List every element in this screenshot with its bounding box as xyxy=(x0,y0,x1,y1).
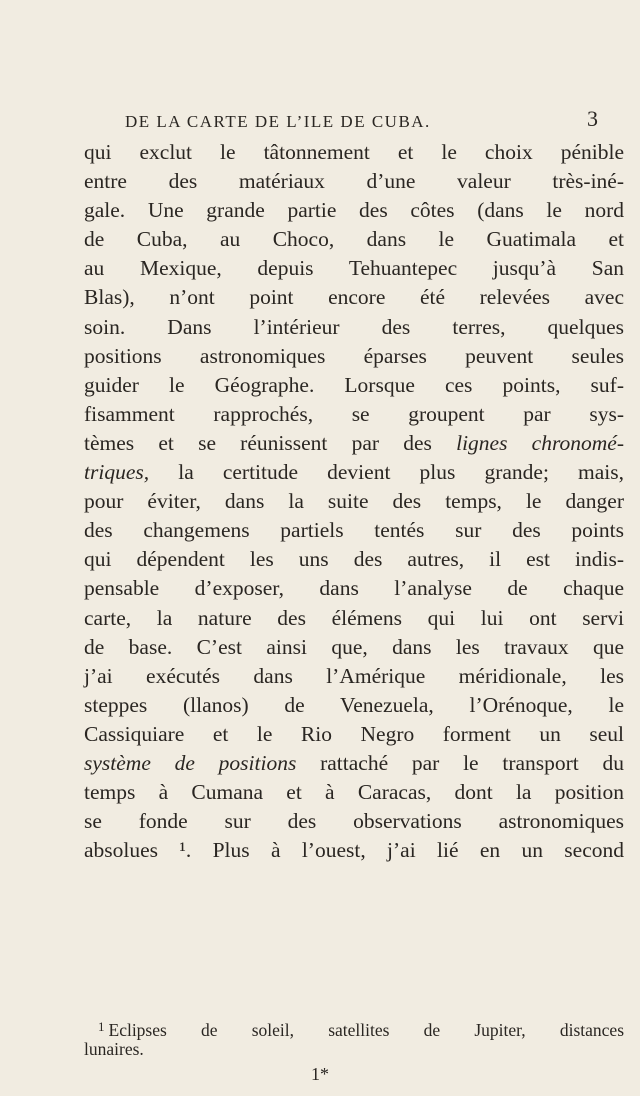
footnote-line xyxy=(84,1016,624,1038)
text-segment: tèmes et se réunissent par des xyxy=(84,430,432,455)
text-line: entre des matériaux d’une valeur très-iné- xyxy=(84,169,624,194)
text-line xyxy=(84,836,624,865)
running-title: DE LA CARTE DE L’ILE DE CUBA. xyxy=(125,112,431,131)
text-line: Blas), n’ont point encore été relevées avec xyxy=(84,285,624,310)
italic-term: système de positions xyxy=(84,750,297,775)
text-line: gale. Une grande partie des côtes (dans le nord xyxy=(84,198,624,223)
footnote-text: Eclipses de soleil, satellites de Jupiter, distances xyxy=(108,1020,624,1040)
text-segment: rattaché par le transport du xyxy=(320,750,625,775)
text-line: fisamment rapprochés, se groupent par sys- xyxy=(84,401,624,426)
text-line: soin. Dans l’intérieur des terres, quelques xyxy=(84,314,624,339)
text-line: qui exclut le tâtonnement et le choix pénible xyxy=(84,140,624,164)
text-line: carte, la nature des élémens qui lui ont servi xyxy=(84,605,624,630)
text-segment: absolues xyxy=(84,838,159,863)
main-text xyxy=(84,138,624,865)
footnote-reference: ¹. xyxy=(179,838,192,863)
running-header xyxy=(85,106,625,138)
text-line: temps à Cumana et à Caracas, dont la position xyxy=(84,780,624,805)
text-line: qui dépendent les uns des autres, il est indis- xyxy=(84,547,624,572)
text-line xyxy=(84,458,624,487)
text-line: steppes (llanos) de Venezuela, l’Orénoque, le xyxy=(84,692,624,717)
text-line: pensable d’exposer, dans l’analyse de chaque xyxy=(84,576,624,601)
text-line xyxy=(84,749,624,778)
text-segment: la certitude devient plus grande; mais, xyxy=(178,460,625,485)
italic-term: lignes chronomé- xyxy=(456,430,624,455)
text-line: guider le Géographe. Lorsque ces points, suf- xyxy=(84,372,624,397)
text-line: des changemens partiels tentés sur des points xyxy=(84,518,624,543)
text-segment: Plus à l’ouest, j’ai lié en un second xyxy=(212,838,625,863)
footnote xyxy=(84,1016,624,1060)
text-line: pour éviter, dans la suite des temps, le danger xyxy=(84,489,624,514)
italic-term: triques, xyxy=(84,460,150,485)
footnote-line: lunaires. xyxy=(84,1039,144,1059)
text-line: j’ai exécutés dans l’Amérique méridionale, les xyxy=(84,663,624,688)
page-number: 3 xyxy=(587,106,598,131)
footnote-number: 1 xyxy=(98,1019,105,1034)
text-line xyxy=(84,429,624,458)
text-line: de base. C’est ainsi que, dans les travaux que xyxy=(84,634,624,659)
text-line: se fonde sur des observations astronomiques xyxy=(84,809,624,834)
text-line: de Cuba, au Choco, dans le Guatimala et xyxy=(84,227,624,252)
text-line: Cassiquiare et le Rio Negro forment un seul xyxy=(84,721,624,746)
text-line: positions astronomiques éparses peuvent seules xyxy=(84,343,624,368)
signature-mark: 1* xyxy=(311,1064,329,1084)
text-line: au Mexique, depuis Tehuantepec jusqu’à San xyxy=(84,256,624,281)
